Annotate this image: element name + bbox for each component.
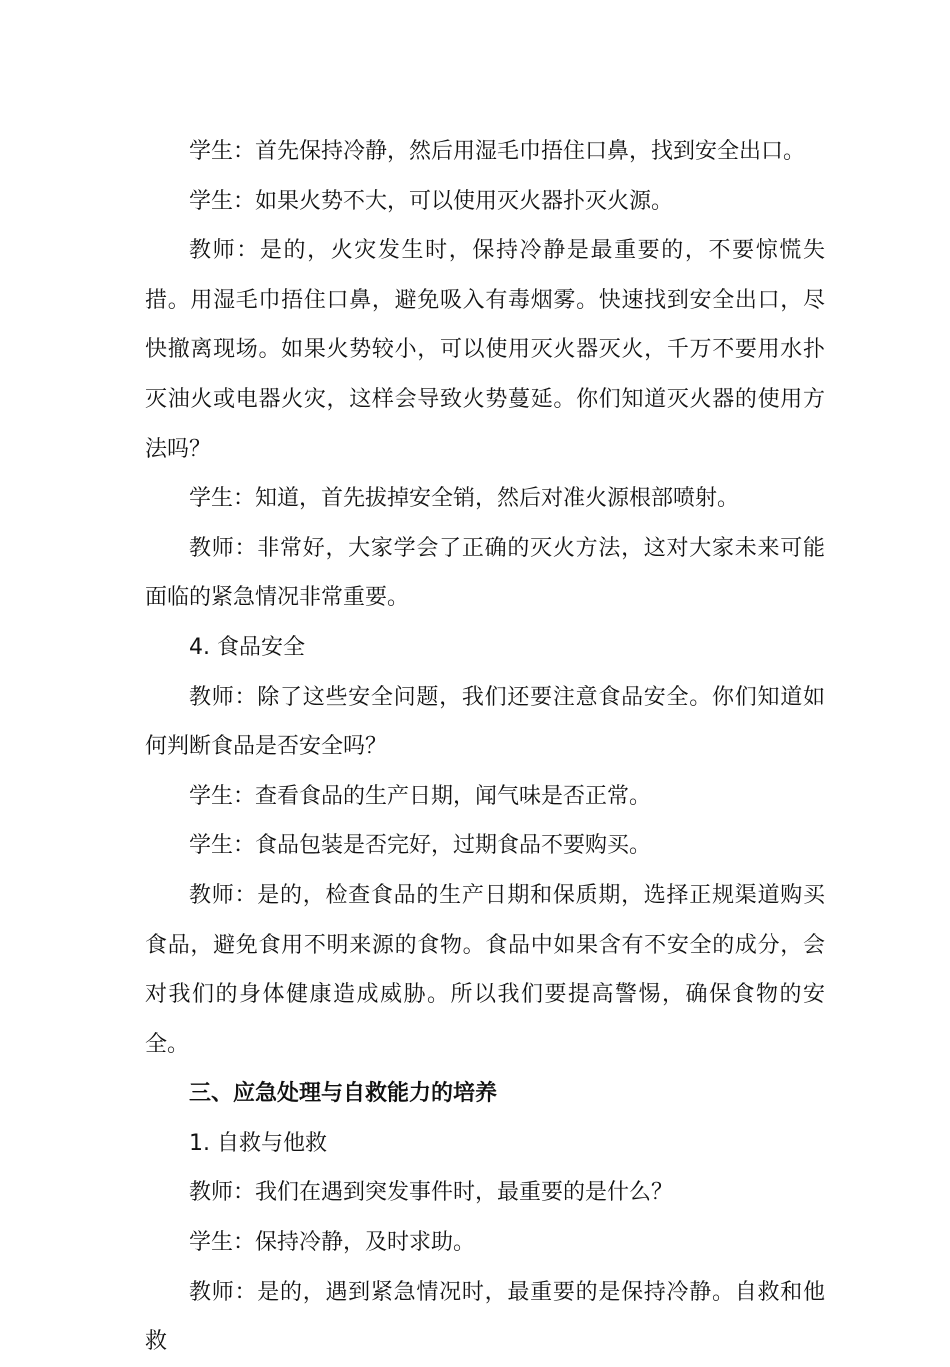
paragraph-teacher-fire: 教师：是的，火灾发生时，保持冷静是最重要的，不要惊慌失措。用湿毛巾捂住口鼻，避免吸入有毒烟雾。快速找到安全出口，尽快撤离现场。如果火势较小，可以使用灭火器灭火，千万不要用水扑灭油火或电器火灾，这样会导致火势蔓延。你们知道灭火器的使用方法吗？	[145, 238, 825, 462]
paragraph-teacher-praise: 教师：非常好，大家学会了正确的灭火方法，这对大家未来可能面临的紧急情况非常重要。	[145, 535, 825, 611]
paragraph-teacher-food-answer: 教师：是的，检查食品的生产日期和保质期，选择正规渠道购买食品，避免食用不明来源的食物。食品中如果含有不安全的成分，会对我们的身体健康造成威胁。所以我们要提高警惕，确保食物的安全。	[145, 882, 825, 1057]
paragraph-teacher-food-question: 教师：除了这些安全问题，我们还要注意食品安全。你们知道如何判断食品是否安全吗？	[145, 684, 825, 760]
paragraph-student-1: 学生：首先保持冷静，然后用湿毛巾捂住口鼻，找到安全出口。	[189, 139, 806, 164]
paragraph-student-food-2: 学生：食品包装是否完好，过期食品不要购买。	[189, 833, 652, 859]
paragraph-teacher-emergency-question: 教师：我们在遇到突发事件时，最重要的是什么？	[189, 1180, 674, 1206]
paragraph-student-2: 学生：如果火势不大，可以使用灭火器扑灭火源。	[189, 188, 674, 214]
paragraph-teacher-emergency-answer: 教师：是的，遇到紧急情况时，最重要的是保持冷静。自救和他救	[145, 1279, 825, 1355]
paragraph-student-extinguisher: 学生：知道，首先拔掉安全销，然后对准火源根部喷射。	[189, 486, 740, 512]
subheading-self-rescue: 1. 自救与他救	[189, 1130, 327, 1156]
document-body	[145, 127, 825, 1367]
section-heading-emergency: 三、应急处理与自救能力的培养	[189, 1081, 498, 1107]
paragraph-student-food-1: 学生：查看食品的生产日期，闻气味是否正常。	[189, 783, 652, 809]
paragraph-student-emergency: 学生：保持冷静，及时求助。	[189, 1230, 476, 1256]
subheading-food-safety: 4. 食品安全	[189, 634, 305, 660]
